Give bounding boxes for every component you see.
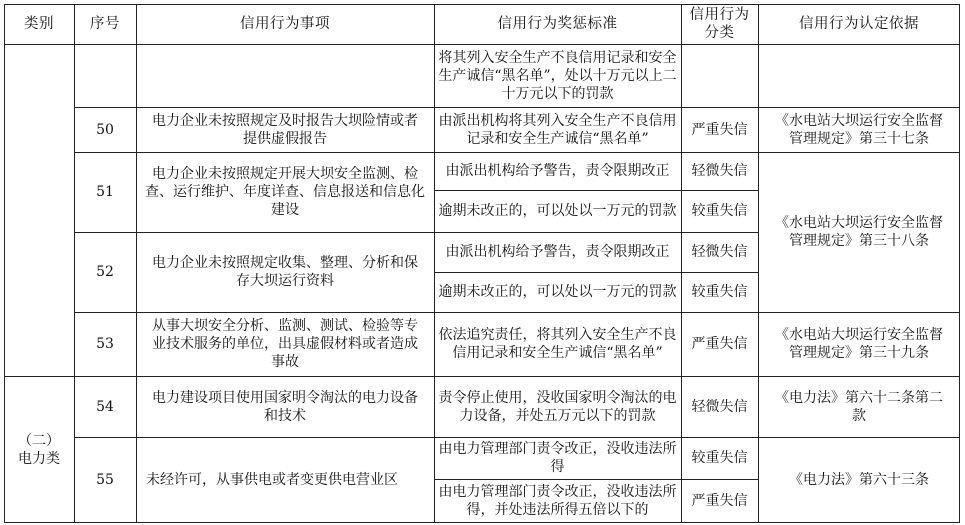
standard-cell: 由电力管理部门责令改正，没收违法所得 [438,441,677,475]
class-cell: 轻微失信 [691,398,748,415]
item-cell: 从事大坝安全分析、监测、测试、检验等专业技术服务的单位，出具虚假材料或者造成事故 [152,318,418,370]
category-cell: （二） 电力类 [18,432,60,467]
basis-cell: 《水电站大坝运行安全监督管理规定》第三十八条 [775,215,943,249]
standard-cell: 逾期未改正的，可以处以一万元的罚款 [438,284,677,300]
basis-cell: 《电力法》第六十二条第二款 [775,389,943,424]
header-category: 类别 [24,16,54,32]
basis-cell: 《水电站大坝运行安全监督管理规定》第三十七条 [775,112,943,147]
item-cell: 电力企业未按照规定开展大坝安全监测、检查、运行维护、年度详查、信息报送和信息化建设 [145,166,425,218]
header-basis: 信用行为认定依据 [799,16,919,32]
standard-cell: 由电力管理部门责令改正，没收违法所得，并处违法所得五倍以下的 [438,484,677,518]
number-cell: 50 [96,121,114,138]
class-cell: 轻微失信 [691,163,748,179]
number-cell: 55 [96,472,114,488]
class-cell: 严重失信 [691,336,748,352]
standard-cell: 由派出机构给予警告，责令限期改正 [445,244,670,260]
item-cell: 未经许可，从事供电或者变更供电营业区 [146,472,398,488]
item-cell: 电力建设项目使用国家明令淘汰的电力设备和技术 [152,389,418,424]
basis-cell: 《电力法》第六十三条 [789,472,929,488]
item-cell: 电力企业未按照规定收集、整理、分析和保存大坝运行资料 [152,255,418,289]
standard-cell: 责令停止使用，没收国家明令淘汰的电力设备，并处五万元以下的罚款 [438,389,677,424]
class-cell: 较重失信 [691,203,748,219]
header-standard: 信用行为奖惩标准 [497,16,618,32]
number-cell: 53 [96,336,114,352]
basis-cell: 《水电站大坝运行安全监督管理规定》第三十九条 [775,327,943,361]
header-number: 序号 [90,16,120,32]
header-item: 信用行为事项 [240,16,330,32]
class-cell: 较重失信 [691,450,748,466]
class-cell: 较重失信 [691,284,748,300]
standard-cell: 逾期未改正的，可以处以一万元的罚款 [438,203,677,219]
class-cell: 严重失信 [691,493,748,509]
standard-cell: 由派出机构将其列入安全生产不良信用记录和安全生产诚信“黑名单” [438,112,677,147]
class-cell: 严重失信 [691,121,748,138]
header-class: 信用行为分类 [689,7,750,41]
number-cell: 51 [96,184,114,200]
standard-cell: 由派出机构给予警告，责令限期改正 [445,163,670,179]
standard-cell: 将其列入安全生产不良信用记录和安全生产诚信“黑名单”，处以十万元以上二十万元以下的罚款 [438,49,677,102]
class-cell: 轻微失信 [691,244,748,260]
number-cell: 52 [96,264,114,280]
number-cell: 54 [96,398,114,415]
standard-cell: 依法追究责任，将其列入安全生产不良信用记录和安全生产诚信“黑名单” [438,327,677,361]
item-cell: 电力企业未按照规定及时报告大坝险情或者提供虚假报告 [152,112,418,147]
